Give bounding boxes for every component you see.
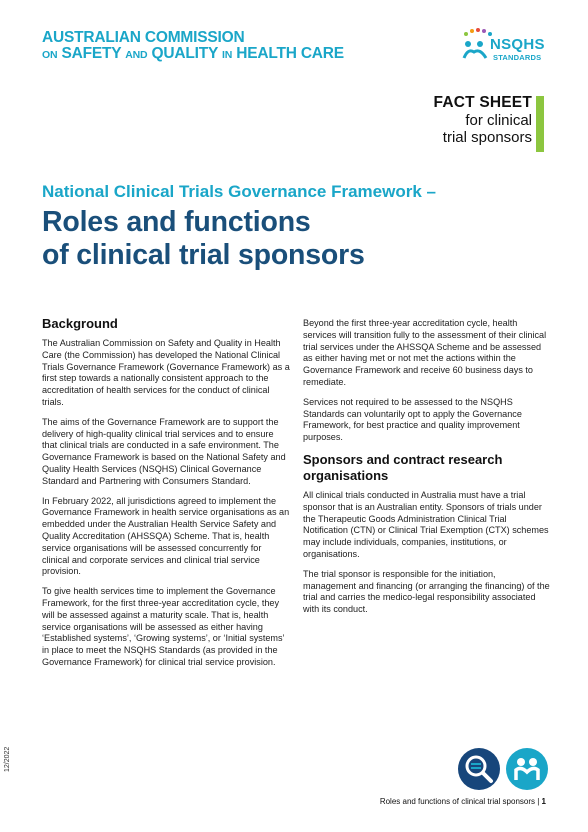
- org-word-on: ON: [42, 49, 58, 62]
- org-name-line1: AUSTRALIAN COMMISSION: [42, 29, 245, 46]
- page-footer: [380, 797, 546, 806]
- page-title-line2: of clinical trial sponsors: [42, 239, 365, 272]
- people-badge-icon: [506, 748, 548, 790]
- kicker-title: National Clinical Trials Governance Framework –: [42, 182, 436, 201]
- nsqhs-name: NSQHS: [490, 36, 545, 53]
- fact-sheet-label: [434, 94, 532, 146]
- page-title-line1: Roles and functions: [42, 206, 311, 238]
- background-paragraph-3: In February 2022, all jurisdictions agreed to implement the Governance Framework in health service organisations as an embedded under the Australian Health Service Safety and Quality Accreditation (AHSSQA) Scheme. That is, health service organisations will be assessed concurrently for clinical and corporate services and clinical trial service provision.: [42, 495, 290, 577]
- magnifier-badge-icon: [458, 748, 500, 790]
- nsqhs-sub: STANDARDS: [493, 53, 542, 62]
- page-number: 1: [541, 797, 546, 806]
- org-word-and: AND: [125, 49, 148, 62]
- right-paragraph-1: Beyond the first three-year accreditation cycle, health services will transition fully to the assessment of their clinical trial services under the AHSSQA Scheme and be assessed as either having met or not met the actions within the Governance Framework and receive 60 business days to remediate.: [303, 318, 547, 387]
- fact-sheet-title: FACT SHEET: [433, 94, 532, 111]
- background-paragraph-4: To give health services time to implement the Governance Framework, for the first three-year accreditation cycle, they will be assessed against a maturity scale. That is, health service organisations will be assessed as either having ‘Established systems’, ‘Growing systems’, or ‘Initial systems’ in place to meet the NSQHS Standards (as provided in the Governance Framework) for clinical trial service provision.: [42, 586, 285, 667]
- org-word-in: IN: [221, 49, 233, 62]
- footer-separator: |: [537, 797, 540, 806]
- org-word-safety: SAFETY: [61, 45, 122, 63]
- sponsors-heading: Sponsors and contract research organisations: [303, 451, 503, 483]
- background-heading: Background: [42, 316, 118, 331]
- page-title: [42, 206, 365, 272]
- nsqhs-people-icon: [462, 38, 488, 60]
- org-word-health-care: HEALTH CARE: [236, 45, 344, 63]
- sponsors-paragraph-2: The trial sponsor is responsible for the initiation, management and financing (or arranging the financing) of the trial and carries the medico-legal responsibility associated with its conduct.: [303, 568, 550, 615]
- org-word-quality: QUALITY: [151, 45, 218, 63]
- fact-sheet-line1: for clinical: [465, 111, 532, 129]
- nsqhs-logo: [462, 26, 552, 66]
- sponsors-paragraph-1: All clinical trials conducted in Australia must have a trial sponsor that is an Australian entity. Sponsors of trials under the Therapeutic Goods Administration Clinical Trial Notification (CTN) or Clinical Trial Exemption (CTX) schemes may include individuals, companies, institutions, or organisations.: [303, 489, 549, 559]
- footer-text: Roles and functions of clinical trial sponsors: [379, 797, 535, 806]
- background-paragraph-2: The aims of the Governance Framework are to support the delivery of high-quality clinical trial services and to ensure that clinical trials are conducted in a safe environment. The Governance Framework is based on the National Safety and Quality Health Services (NSQHS) Clinical Governance Standard and Partnering with Consumers Standard.: [42, 416, 286, 486]
- nsqhs-dots-icon: [464, 28, 492, 38]
- left-column: [42, 316, 290, 677]
- right-paragraph-2: Services not required to be assessed to the NSQHS Standards can voluntarily opt to apply the Governance Framework, for best practice and quality improvement purposes.: [303, 396, 522, 443]
- fact-sheet-line2: trial sponsors: [442, 129, 532, 147]
- background-paragraph-1: The Australian Commission on Safety and Quality in Health Care (the Commission) has developed the National Clinical Trials Governance Framework (Governance Framework) as a first step towards a nationally consistent approach to the accreditation of health services for the conduct of clinical trials.: [42, 338, 290, 407]
- fact-sheet-accent-bar: [536, 96, 544, 152]
- date-code: 12/2022: [4, 746, 11, 772]
- org-name-line2: [42, 46, 344, 62]
- right-column: [303, 318, 551, 624]
- commission-logo: [42, 30, 344, 63]
